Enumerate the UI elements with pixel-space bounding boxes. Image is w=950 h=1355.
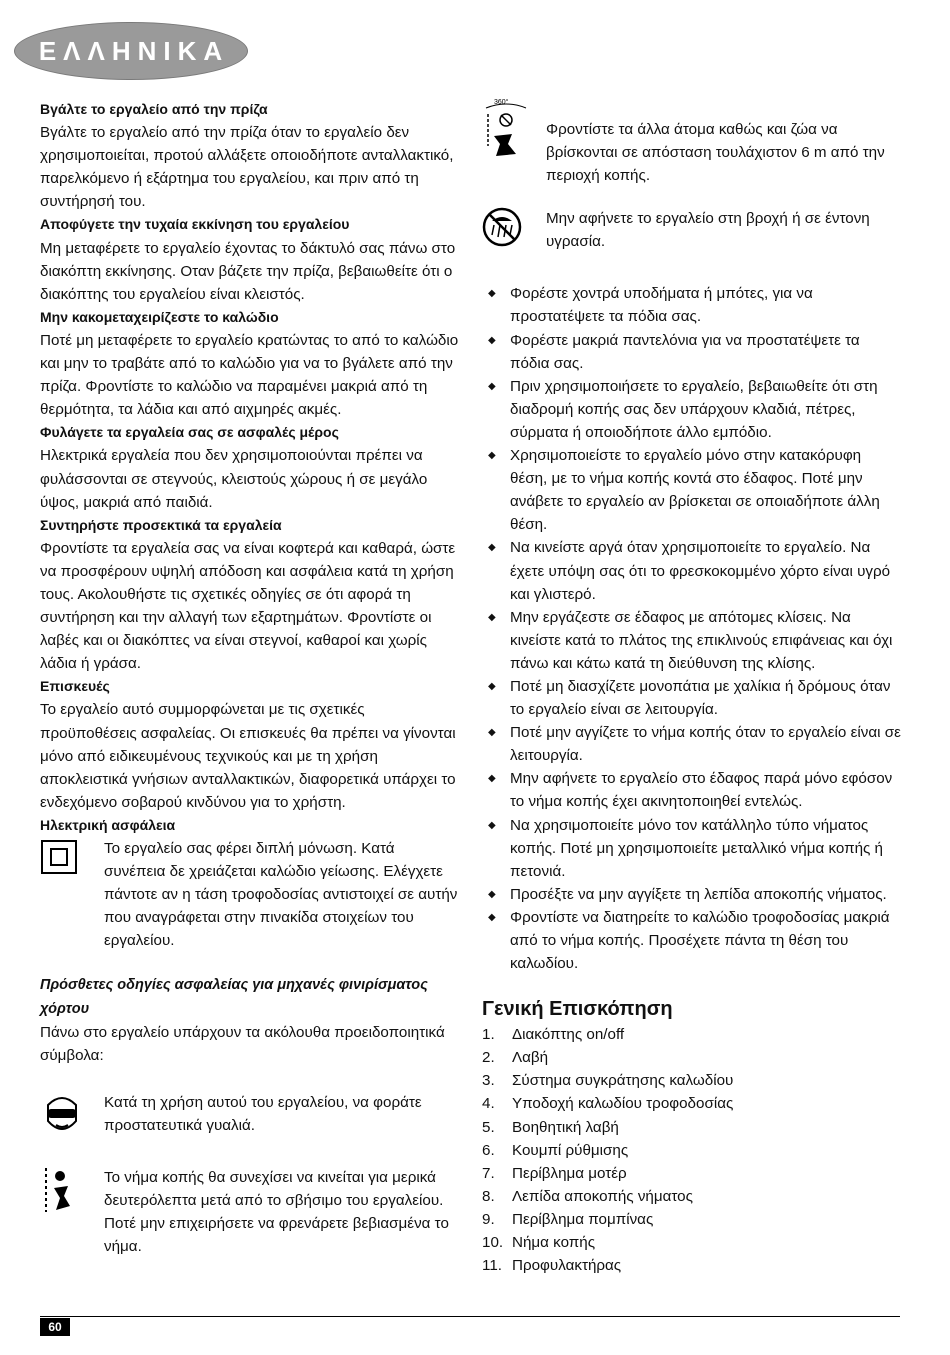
overview-item [482,1069,902,1092]
section-title: Βγάλτε το εργαλείο από την πρίζα [40,101,268,117]
bullet-item [482,375,902,444]
bullet-diamond-icon: ◆ [488,888,496,900]
bullet-diamond-icon: ◆ [488,334,496,346]
section-body: Βγάλτε το εργαλείο από την πρίζα όταν το εργαλείο δεν χρησιμοποιείται, προτού αλλάξετε οποιοδήποτε ανταλλακτικό, παρελκόμενο ή εξάρτημα του εργαλείου, και πριν από τη συντήρησή του. [40,124,454,211]
overview-item-number: 8. [482,1187,495,1205]
symbol-text: Το νήμα κοπής θα συνεχίσει να κινείται για μερικά δευτερόλεπτα μετά από το σβήσιμο του εργαλείου. Ποτέ μην επιχειρήσετε να φρενάρετε βεβιασμένα το νήμα. [104,1168,449,1256]
bullet-diamond-icon: ◆ [488,542,496,554]
overview-item [482,1023,902,1046]
bullet-diamond-icon: ◆ [488,611,496,623]
overview-item-number: 5. [482,1118,495,1136]
bullet-item [482,536,902,605]
bullet-text: Μην αφήνετε το εργαλείο στο έδαφος παρά μόνο εφόσον το νήμα κοπής έχει ακινητοποιηθεί εντελώς. [510,770,893,811]
safety-bullet-list [482,282,902,975]
overview-item [482,1185,902,1208]
bullet-item [482,444,902,536]
section-body: Το εργαλείο αυτό συμμορφώνεται με τις σχετικές προϋποθέσεις ασφαλείας. Οι επισκευές θα πρέπει να γίνονται μόνο από ειδικευμένους τεχνικούς και με τη χρήση αποκλειστικά γνήσιων ανταλλακτικών, διαφορετικά υπάρχει το ενδεχόμενο σοβαρού κινδύνου για το χρήστη. [40,701,456,811]
bullet-diamond-icon: ◆ [488,819,496,831]
section-body: Ηλεκτρικά εργαλεία που δεν χρησιμοποιούνται πρέπει να φυλάσσονται σε στεγνούς, κλειστούς χώρους ή σε μεγάλο ύψος, μακριά από παιδιά. [40,447,428,511]
overview-item-label: Λαβή [512,1049,549,1067]
overview-item-label: Υποδοχή καλωδίου τροφοδοσίας [512,1095,734,1113]
page-number: 60 [40,1318,70,1336]
right-column [482,98,902,1277]
double-insulation-row [40,837,460,952]
overview-item [482,1092,902,1115]
extra-safety-title: Πρόσθετες οδηγίες ασφαλείας για μηχανές φινιρίσματος χόρτου [40,977,428,1017]
symbol-line-row [40,1166,460,1258]
overview-item [482,1116,902,1139]
overview-item-label: Λεπίδα αποκοπής νήματος [512,1187,693,1205]
overview-item-number: 6. [482,1141,495,1159]
bullet-diamond-icon: ◆ [488,288,496,300]
bullet-item [482,767,902,813]
extra-safety-intro: Πάνω στο εργαλείο υπάρχουν τα ακόλουθα προειδοποιητικά σύμβολα: [40,1023,445,1064]
bullet-diamond-icon: ◆ [488,727,496,739]
section-title: Μην κακομεταχειρίζεστε το καλώδιο [40,308,279,325]
section-body: Μη μεταφέρετε το εργαλείο έχοντας το δάκτυλό σας πάνω στο διακόπτη εκκίνησης. Οταν βάζετε την πρίζα, βεβαιωθείτε ότι ο διακόπτης του εργαλείου είναι κλειστός. [40,239,456,303]
section-body: Το εργαλείο σας φέρει διπλή μόνωση. Κατά συνέπεια δε χρειάζεται καλώδιο γείωσης. Ελέγχετε πάντοτε αν η τάση τροφοδοσίας αντιστοιχεί σε αυτήν που αναγράφεται στην πινακίδα στοιχείων του εργαλείου. [104,840,458,950]
overview-item-number: 7. [482,1164,495,1182]
bullet-text: Ποτέ μην αγγίζετε το νήμα κοπής όταν το εργαλείο είναι σε λειτουργία. [510,724,901,765]
language-tab [14,22,248,80]
section-title: Αποφύγετε την τυχαία εκκίνηση του εργαλείου [40,216,350,233]
overview-item-number: 1. [482,1026,495,1044]
bullet-item [482,282,902,328]
overview-item-number: 9. [482,1210,495,1228]
overview-item [482,1231,902,1254]
section-title: Επισκευές [40,678,110,695]
symbol-text: Φροντίστε τα άλλα άτομα καθώς και ζώα να βρίσκονται σε απόσταση τουλάχιστον 6 m από την περιοχή κοπής. [546,121,885,185]
overview-item [482,1162,902,1185]
symbol-distance-row [482,96,902,187]
overview-item-label: Περίβλημα μοτέρ [512,1164,627,1182]
bullet-text: Φορέστε μακριά παντελόνια για να προστατέψετε τα πόδια σας. [510,331,860,372]
footer-divider [40,1316,900,1317]
section-title: Συντηρήστε προσεκτικά τα εργαλεία [40,516,282,533]
bullet-item [482,906,902,975]
bullet-text: Φροντίστε να διατηρείτε το καλώδιο τροφοδοσίας μακριά από το νήμα κοπής. Προσέχετε πάντα τη θέση του καλωδίου. [510,908,890,973]
bullet-diamond-icon: ◆ [488,911,496,923]
goggles-icon [40,1091,104,1144]
overview-item-number: 3. [482,1072,495,1090]
overview-item-label: Κουμπί ρύθμισης [512,1141,629,1159]
overview-item-number: 10. [482,1234,504,1252]
symbol-text: Κατά τη χρήση αυτού του εργαλείου, να φοράτε προστατευτικά γυαλιά. [104,1093,422,1134]
overview-item-number: 4. [482,1095,495,1113]
left-column [40,98,460,1258]
bullet-item [482,814,902,883]
bullet-item [482,329,902,375]
overview-item [482,1208,902,1231]
overview-item-label: Διακόπτης on/off [512,1026,625,1044]
symbol-goggles-row [40,1091,460,1144]
overview-item-label: Προφυλακτήρας [512,1257,622,1275]
bullet-text: Να χρησιμοποιείτε μόνο τον κατάλληλο τύπο νήματος κοπής. Ποτέ μη χρησιμοποιείτε μεταλλικό νήμα κοπής ή πετονιά. [510,816,883,880]
overview-item [482,1046,902,1069]
overview-item-label: Νήμα κοπής [512,1234,596,1252]
bullet-diamond-icon: ◆ [488,450,496,462]
section-title: Ηλεκτρική ασφάλεια [40,816,176,833]
overview-item-label: Βοηθητική λαβή [512,1118,619,1136]
bullet-item [482,721,902,767]
bullet-item [482,675,902,721]
symbol-text: Μην αφήνετε το εργαλείο στη βροχή ή σε έντονη υγρασία. [546,210,870,251]
bullet-text: Φορέστε χοντρά υποδήματα ή μπότες, για να προστατέψετε τα πόδια σας. [510,285,813,326]
overview-title: Γενική Επισκόπηση [482,998,673,1021]
section-body: Ποτέ μη μεταφέρετε το εργαλείο κρατώντας το από το καλώδιο και μην το τραβάτε από το καλώδιο για να το βγάλετε από την πρίζα. Φροντίστε το καλώδιο να παραμένει μακριά από τη θερμότητα, τα λάδια και από αιχμηρές ακμές. [40,331,459,419]
overview-list [482,1023,902,1277]
bullet-text: Ποτέ μη διασχίζετε μονοπάτια με χαλίκια ή δρόμους όταν το εργαλείο είναι σε λειτουργία. [510,677,891,719]
distance-icon-label: 360° [494,99,509,106]
double-insulation-icon [40,837,104,884]
bystander-distance-icon [482,96,546,167]
language-label: ΕΛΛΗΝΙΚΑ [38,35,230,66]
overview-item-label: Σύστημα συγκράτησης καλωδίου [512,1072,734,1090]
bullet-item [482,883,902,906]
bullet-diamond-icon: ◆ [488,773,496,785]
section-body: Φροντίστε τα εργαλεία σας να είναι κοφτερά και καθαρά, ώστε να προσφέρουν υψηλή απόδοση και ασφάλεια κατά τη χρήση τους. Ακολουθήστε τις σχετικές οδηγίες σε ότι αφορά τη συντήρηση και την αλλαγή των εξαρτημάτων. Φροντίστε οι λαβές και οι διακόπτες να είναι στεγνοί, καθαροί και χωρίς λάδια ή γράσα. [40,539,456,673]
section-title: Φυλάγετε τα εργαλεία σας σε ασφαλές μέρος [40,424,339,441]
no-rain-icon [482,207,546,258]
bullet-diamond-icon: ◆ [488,380,496,392]
overview-item [482,1254,902,1277]
bullet-text: Προσέξτε να μην αγγίξετε τη λεπίδα αποκοπής νήματος. [510,885,887,903]
bullet-text: Μην εργάζεστε σε έδαφος με απότομες κλίσεις. Να κινείστε κατά το πλάτος της επικλινούς επιφάνειας και όχι πάνω και κάτω κατά τη διεύθυνση της κλίσης. [510,608,893,672]
bullet-diamond-icon: ◆ [488,680,496,692]
bullet-text: Χρησιμοποιείστε το εργαλείο μόνο στην κατακόρυφη θέση, με το νήμα κοπής κοντά στο έδαφος. Ποτέ μην ανάβετε το εργαλείο αν βρίσκεται σε οποιαδήποτε άλλη θέση. [510,447,880,534]
symbol-rain-row [482,207,902,258]
overview-item [482,1139,902,1162]
bullet-text: Πριν χρησιμοποιήσετε το εργαλείο, βεβαιωθείτε ότι στη διαδρομή κοπής σας δεν υπάρχουν κλαδιά, πέτρες, σύρματα ή οποιοδήποτε άλλο εμπόδιο. [510,377,878,441]
rotating-line-icon [40,1166,104,1223]
overview-item-number: 11. [482,1257,502,1275]
bullet-text: Να κινείστε αργά όταν χρησιμοποιείτε το εργαλείο. Να έχετε υπόψη σας ότι το φρεσκοκομμένο χόρτο είναι υγρό και γλιστερό. [510,539,891,603]
overview-item-label: Περίβλημα πομπίνας [512,1210,654,1228]
overview-item-number: 2. [482,1049,495,1067]
bullet-item [482,606,902,675]
